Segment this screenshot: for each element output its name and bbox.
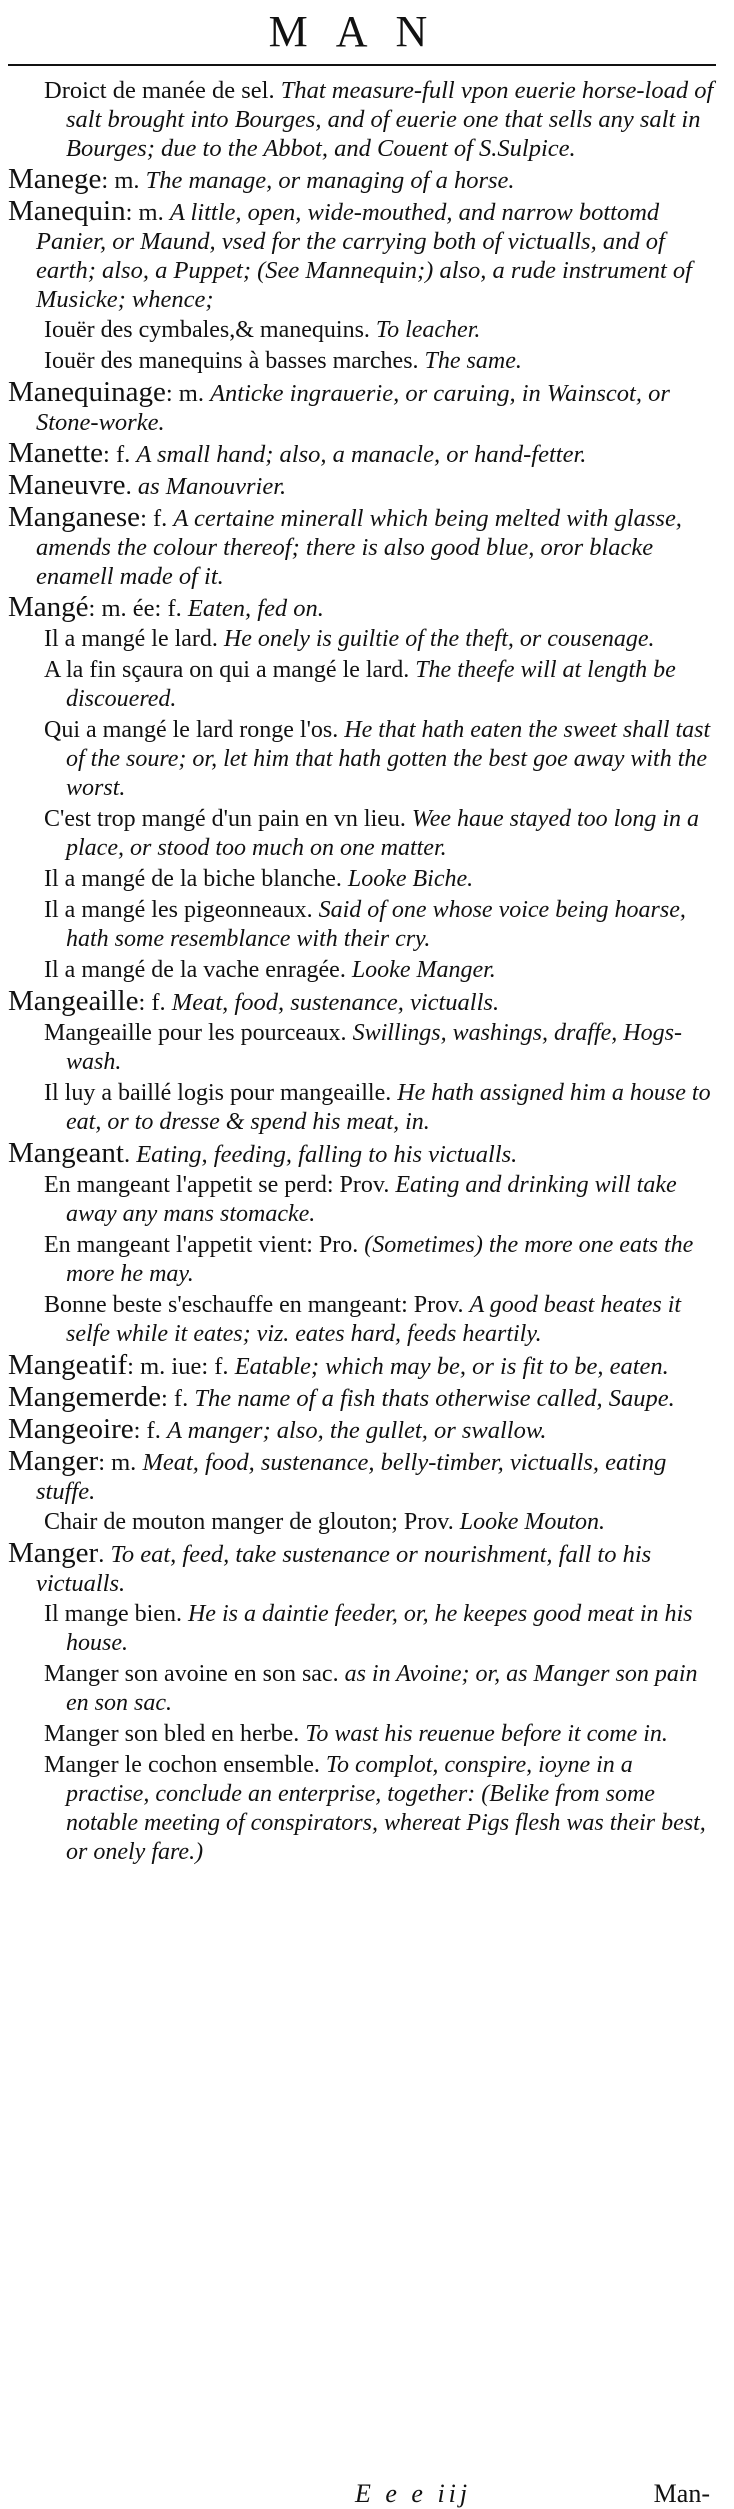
english-gloss: He hath assigned him a house to eat, or to dresse & spend his meat, in. (66, 1080, 711, 1135)
french-text: : f. (140, 505, 174, 532)
french-text: C'est trop mangé d'un pain en vn lieu. (44, 806, 412, 832)
french-text: . (125, 473, 138, 500)
dictionary-entry (8, 503, 716, 591)
french-text: Manger le cochon ensemble. (44, 1752, 326, 1778)
dictionary-entry (8, 1139, 716, 1169)
french-text: : f. (138, 989, 172, 1016)
english-gloss: To eat, feed, take sustenance or nourishment, fall to his victualls. (36, 1541, 652, 1597)
sub-entry (8, 1079, 716, 1137)
dictionary-entry (8, 165, 716, 195)
english-gloss: The name of a fish thats otherwise called, Saupe. (194, 1385, 675, 1412)
english-gloss: Swillings, washings, draffe, Hogs-wash. (66, 1020, 682, 1075)
french-text: A la fin sçaura on qui a mangé le lard. (44, 657, 416, 683)
english-gloss: He is a daintie feeder, or, he keepes good meat in his house. (66, 1601, 693, 1656)
french-text: : m. (165, 380, 211, 407)
english-gloss: A good beast heates it selfe while it eates; viz. eates hard, feeds heartily. (66, 1292, 682, 1347)
english-gloss: Eating, feeding, falling to his victualls. (136, 1141, 518, 1168)
english-gloss: Said of one whose voice being hoarse, hath some resemblance with their cry. (66, 897, 686, 952)
french-text: Il a mangé de la biche blanche. (44, 866, 348, 892)
dictionary-entry (8, 197, 716, 314)
english-gloss: Meat, food, sustenance, belly-timber, victualls, eating stuffe. (36, 1449, 667, 1505)
english-gloss: The theefe will at length be discouered. (66, 657, 676, 712)
catchword: Man- (653, 2479, 710, 2508)
sub-entry (8, 1660, 716, 1718)
english-gloss: To wast his reuenue before it come in. (305, 1721, 668, 1747)
dictionary-entry (8, 378, 716, 437)
english-gloss: The manage, or managing of a horse. (145, 167, 515, 194)
english-gloss: Looke Biche. (347, 866, 474, 892)
headword: Mangeaille (8, 985, 139, 1017)
french-text: : f. (161, 1385, 195, 1412)
headword: Manequin (8, 195, 126, 227)
english-gloss: as Manouvrier. (137, 473, 287, 500)
french-text: Manger son bled en herbe. (44, 1721, 306, 1747)
english-gloss: A manger; also, the gullet, or swallow. (166, 1417, 547, 1444)
sub-entry (8, 347, 716, 376)
sub-entry (8, 1720, 716, 1749)
english-gloss: A little, open, wide-mouthed, and narrow bottomd Panier, or Maund, vsed for the carrying both of victualls, and of earth; also, a Puppet; (See Mannequin;) also, a rude instrument of Musicke; whence; (36, 199, 692, 313)
dictionary-entry (8, 1351, 716, 1381)
dictionary-entry (8, 1383, 716, 1413)
sub-entry (8, 1019, 716, 1077)
sub-entry (8, 1171, 716, 1229)
headword: Mangeoire (8, 1413, 134, 1445)
dictionary-entry (8, 439, 716, 469)
french-text: En mangeant l'appetit vient: Pro. (44, 1232, 365, 1258)
signature-mark: E e e iij (355, 2479, 472, 2508)
english-gloss: He onely is guiltie of the theft, or cousenage. (223, 626, 655, 652)
headword: Manger (8, 1445, 99, 1477)
english-gloss: That measure-full vpon euerie horse-load of salt brought into Bourges, and of euerie one that sells any salt in Bourges; due to the Abbot, and Couent of S.Sulpice. (66, 77, 714, 162)
french-text: : m. (101, 167, 146, 194)
headword: Maneuvre (8, 469, 126, 501)
sub-entry (8, 656, 716, 714)
english-gloss: Looke Manger. (351, 957, 496, 983)
french-text: Il a mangé de la vache enragée. (44, 957, 352, 983)
french-text: Il a mangé les pigeonneaux. (44, 897, 319, 923)
english-gloss: Eatable; which may be, or is fit to be, eaten. (234, 1353, 669, 1380)
french-text: Il luy a baillé logis pour mangeaille. (44, 1080, 398, 1106)
sub-entry (8, 76, 716, 163)
french-text: Iouër des cymbales,& manequins. (44, 317, 376, 343)
english-gloss: Eaten, fed on. (187, 595, 324, 622)
english-gloss: Wee haue stayed too long in a place, or stood too much on one matter. (66, 806, 699, 861)
french-text: . (123, 1141, 137, 1168)
english-gloss: He that hath eaten the sweet shall tast of the soure; or, let him that hath gotten the best goe away with the worst. (66, 717, 711, 801)
headword: Mangeant (8, 1137, 124, 1169)
french-text: : f. (133, 1417, 167, 1444)
french-text: Il mange bien. (44, 1601, 188, 1627)
sub-entry (8, 956, 716, 985)
english-gloss: Looke Mouton. (459, 1509, 606, 1535)
sub-entry (8, 1508, 716, 1537)
sub-entry (8, 865, 716, 894)
sub-entry (8, 1600, 716, 1658)
sub-entry (8, 716, 716, 803)
french-text: En mangeant l'appetit se perd: Prov. (44, 1172, 396, 1198)
headword: Manganese (8, 501, 141, 533)
sub-entry (8, 896, 716, 954)
french-text: Qui a mangé le lard ronge l'os. (44, 717, 345, 743)
sub-entry (8, 625, 716, 654)
french-text: . (98, 1541, 111, 1568)
headword: Manette (8, 437, 104, 469)
english-gloss: Eating and drinking will take away any mans stomacke. (66, 1172, 677, 1227)
dictionary-entry (8, 471, 716, 501)
dictionary-entry (8, 1539, 716, 1598)
dictionary-entry (8, 1415, 716, 1445)
header-rule (8, 64, 716, 66)
headword: Manege (8, 163, 102, 195)
headword: Manger (8, 1537, 99, 1569)
english-gloss: Meat, food, sustenance, victualls. (171, 989, 500, 1016)
french-text: Droict de manée de sel. (44, 77, 281, 104)
sub-entry (8, 1751, 716, 1867)
english-gloss: A certaine minerall which being melted with glasse, amends the colour thereof; there is also good blue, oror blacke enamell made of it. (36, 505, 682, 590)
english-gloss: as in Avoine; or, as Manger son pain en son sac. (66, 1661, 698, 1716)
sub-entry (8, 316, 716, 345)
sub-entry (8, 1231, 716, 1289)
english-gloss: To leacher. (375, 317, 481, 343)
french-text: : m. ée: f. (88, 595, 188, 622)
french-text: Chair de mouton manger de glouton; Prov. (44, 1509, 460, 1535)
running-head: MAN (268, 7, 456, 56)
sub-entry (8, 805, 716, 863)
headword: Mangemerde (8, 1381, 161, 1413)
french-text: Bonne beste s'eschauffe en mangeant: Prov. (44, 1292, 470, 1318)
french-text: : m. iue: f. (127, 1353, 235, 1380)
french-text: : m. (98, 1449, 143, 1476)
headword: Manequinage (8, 376, 166, 408)
headword: Mangeatif (8, 1349, 128, 1381)
dictionary-entry (8, 1447, 716, 1506)
english-gloss: A small hand; also, a manacle, or hand-fetter. (136, 441, 587, 468)
french-text: Manger son avoine en son sac. (44, 1661, 345, 1687)
french-text: : m. (125, 199, 170, 226)
english-gloss: To complot, conspire, ioyne in a practise, conclude an enterprise, together: (Belike from some notable meeting of conspirators, whereat Pigs flesh was their best, or onely fare.) (66, 1752, 706, 1865)
french-text: Mangeaille pour les pourceaux. (44, 1020, 353, 1046)
english-gloss: (Sometimes) the more one eats the more he may. (66, 1232, 694, 1287)
french-text: Iouër des manequins à basses marches. (44, 348, 425, 374)
dictionary-entry (8, 987, 716, 1017)
english-gloss: Anticke ingrauerie, or caruing, in Wainscot, or Stone-worke. (36, 380, 670, 436)
french-text: : f. (103, 441, 137, 468)
sub-entry (8, 1291, 716, 1349)
french-text: Il a mangé le lard. (44, 626, 224, 652)
english-gloss: The same. (424, 348, 522, 374)
entries-list (8, 76, 716, 1867)
headword: Mangé (8, 591, 89, 623)
dictionary-entry (8, 593, 716, 623)
